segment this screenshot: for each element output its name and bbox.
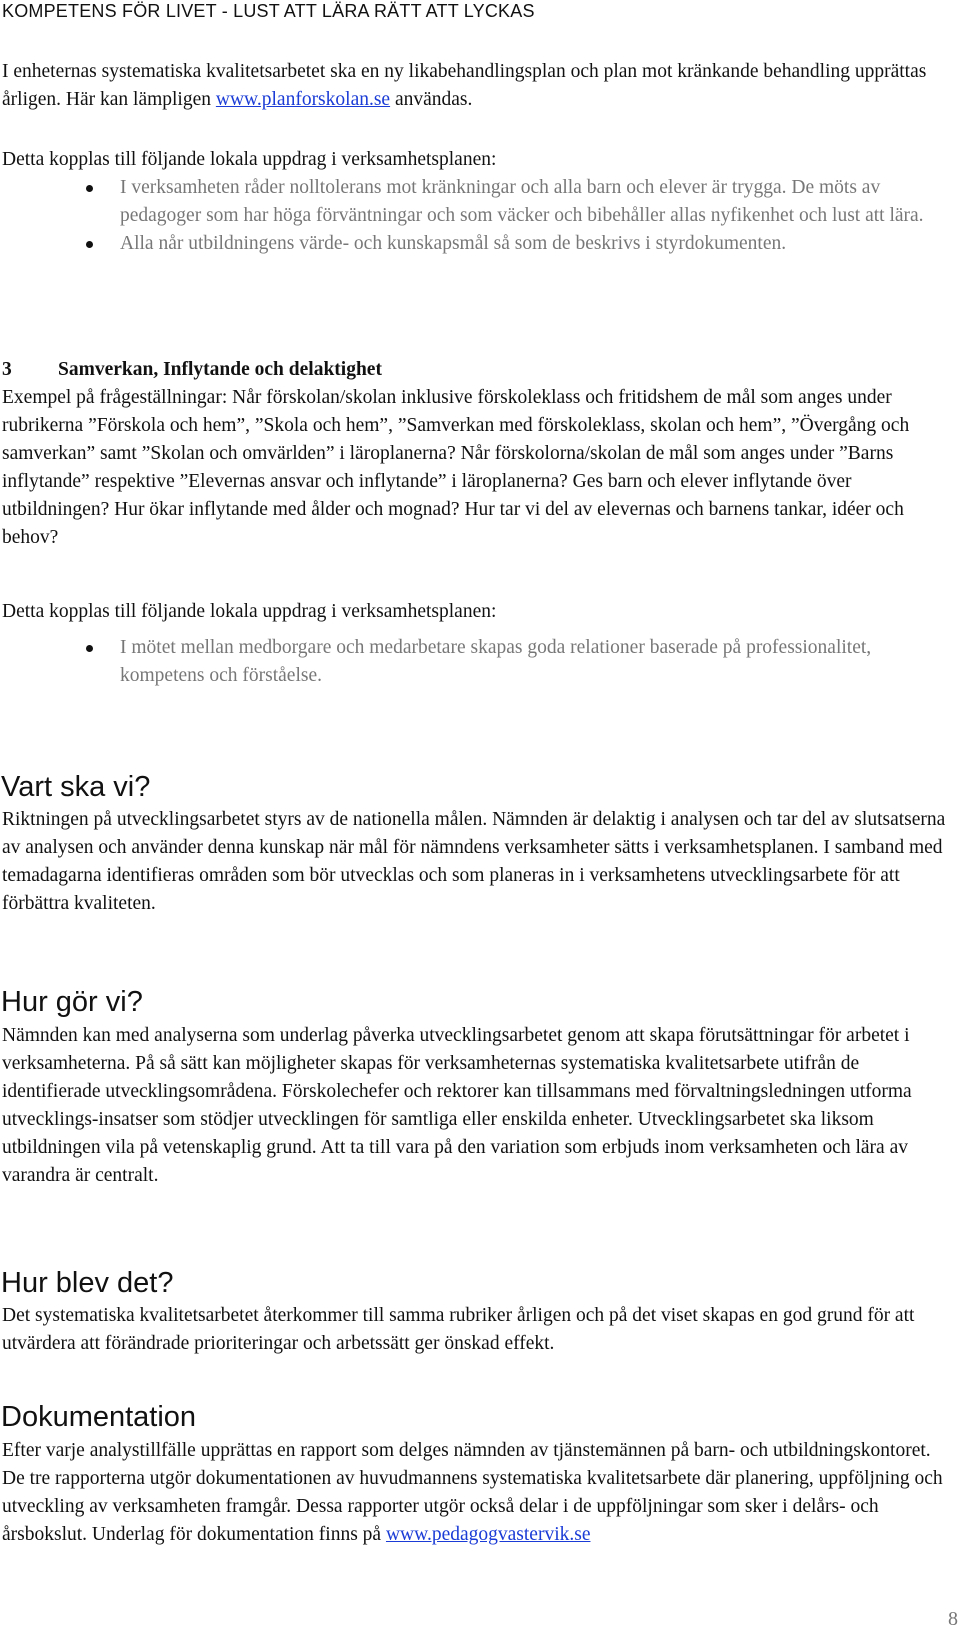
dokumentation-text: Efter varje analystillfälle upprättas en rapport som delges nämnden av tjänstemännen på barn- och utbildningskontoret. De tre rapporterna utgör dokumentationen av huvudmannens systematiska kvalitetsarbete där planering, uppföljning och utveckling av verksamheten framgår. Dessa rapporter utgör också delar i de uppföljningar som sker i delårs- och årsbokslut. Underlag för dokumentation finns på [2, 1440, 943, 1545]
intro-paragraph [2, 58, 954, 114]
vart-body: Riktningen på utvecklingsarbetet styrs av de nationella målen. Nämnden är delaktig i analysen och tar del av slutsatserna av analysen och använder denna kunskap när mål för nämndens verksamheter sätts i verksamhetsplanen. I samband med temadagarna identifieras områden som bör utvecklas och som planeras in i verksamhetens utvecklingsarbete för att förbättra kvaliteten. [2, 809, 946, 914]
blev-heading: Hur blev det? [1, 1267, 174, 1299]
section-3-bullet-list [0, 634, 900, 690]
section-3-lead: Detta kopplas till följande lokala uppdrag i verksamhetsplanen: [2, 601, 497, 622]
pedagogvastervik-link[interactable]: www.pedagogvastervik.se [385, 1524, 591, 1545]
section-3-body: Exempel på frågeställningar: Når förskolan/skolan inklusive förskoleklass och fritidshem de mål som anges under rubrikerna ”Förskola och hem”, ”Skola och hem”, ”Samverkan med förskoleklass, skolan och hem”, ”Övergång och samverkan” samt ”Skolan och omvärlden” i läroplanerna? Når förskolorna/skolan de mål som anges under ”Barns inflytande” respektive ”Elevernas ansvar och inflytande” i läroplanerna? Ges barn och elever inflytande över utbildningen? Hur ökar inflytande med ålder och mognad? Hur tar vi del av elevernas och barnens tankar, idéer och behov? [2, 387, 910, 548]
section-title: Samverkan, Inflytande och delaktighet [58, 359, 382, 380]
bullet-icon [86, 185, 93, 192]
list-item: I verksamheten råder nolltolerans mot kränkningar och alla barn och elever är trygga. De möts av pedagoger som har höga förväntningar och som väcker och bibehåller allas nyfikenhet och lust att lära. [0, 174, 936, 230]
hur-heading: Hur gör vi? [1, 986, 143, 1018]
hur-body: Nämnden kan med analyserna som underlag påverka utvecklingsarbetet genom att skapa förutsättningar för arbetet i verksamheterna. På så sätt kan möjligheter skapas för verksamheternas systematiska kvalitetsarbete utifrån de identifierade utvecklingsområdena. Förskolechefer och rektorer kan tillsammans med förvaltningsledningen utforma utvecklings-insatser som stödjer utvecklingen för samtliga eller enskilda enheter. Utvecklingsarbetet ska liksom utbildningen vila på vetenskaplig grund. Att ta till vara på den variation som erbjuds inom verksamheten och lära av varandra är centralt. [2, 1025, 912, 1186]
page-number: 8 [948, 1608, 958, 1630]
dokumentation-heading: Dokumentation [1, 1401, 197, 1433]
block1-bullet-list [0, 174, 936, 258]
section-3-heading [2, 356, 954, 384]
list-item: I mötet mellan medborgare och medarbetare skapas goda relationer baserade på professionalitet, kompetens och förståelse. [0, 634, 900, 690]
block1-lead: Detta kopplas till följande lokala uppdrag i verksamhetsplanen: [2, 149, 497, 170]
bullet-icon [86, 645, 93, 652]
intro-text-2: användas. [390, 89, 473, 110]
dokumentation-body [2, 1437, 954, 1549]
vart-heading: Vart ska vi? [1, 771, 151, 803]
section-number: 3 [2, 359, 12, 380]
list-item: Alla når utbildningens värde- och kunskapsmål så som de beskrivs i styrdokumenten. [0, 230, 936, 258]
bullet-icon [86, 241, 93, 248]
blev-body: Det systematiska kvalitetsarbetet återkommer till samma rubriker årligen och på det viset skapas en god grund för att utvärdera att förändrade prioriteringar och arbetssätt ger önskad effekt. [2, 1305, 915, 1354]
page-header: KOMPETENS FÖR LIVET - LUST ATT LÄRA RÄTT ATT LYCKAS [2, 1, 535, 21]
intro-text-1: I enheternas systematiska kvalitetsarbetet ska en ny likabehandlingsplan och plan mot kränkande behandling upprättas årligen. Här kan lämpligen [2, 61, 927, 110]
planforskolan-link[interactable]: www.planforskolan.se [215, 89, 391, 110]
